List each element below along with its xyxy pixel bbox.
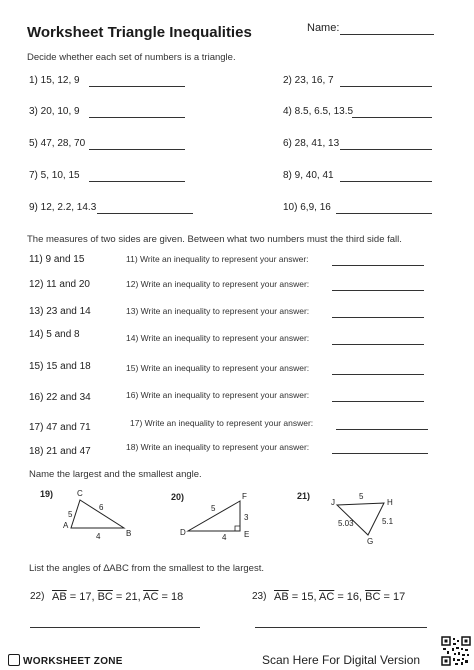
q4-answer-line[interactable] [352, 117, 432, 118]
triangles-figure [0, 483, 474, 551]
q16-prompt: 16) Write an inequality to represent your answer: [126, 390, 310, 400]
q2-answer-line[interactable] [340, 86, 432, 87]
q17-prompt: 17) Write an inequality to represent your answer: [130, 418, 314, 428]
q1-answer-line[interactable] [89, 86, 185, 87]
section1-instruction: Decide whether each set of numbers is a triangle. [27, 52, 236, 63]
q18-text: 18) 21 and 47 [29, 446, 91, 457]
q3-text: 3) 20, 10, 9 [29, 106, 80, 117]
q22-segment-ab: $\overline{AB}$ [52, 591, 67, 603]
q7-answer-line[interactable] [89, 181, 185, 182]
q8-answer-line[interactable] [340, 181, 432, 182]
section4-instruction: List the angles of ∆ABC from the smallest to the largest. [29, 563, 264, 574]
q13-text: 13) 23 and 14 [29, 306, 91, 317]
q2-text: 2) 23, 16, 7 [283, 75, 334, 86]
t20-right-angle-mark [235, 526, 240, 531]
q6-answer-line[interactable] [340, 149, 432, 150]
q23-number: 23) [252, 591, 267, 602]
q22-segment-bc: $\overline{BC}$ [97, 591, 113, 603]
q22-number: 22) [30, 591, 45, 602]
q12-answer-line[interactable] [332, 290, 424, 291]
section2-instruction: The measures of two sides are given. Between what two numbers must the third side fall. [27, 234, 402, 245]
t20-vertex-d: D [180, 528, 186, 537]
q22-segment-ac: $\overline{AC}$ [143, 591, 159, 603]
t21-vertex-j: J [331, 498, 335, 507]
t20-vertex-f: F [242, 492, 247, 501]
q11-text: 11) 9 and 15 [29, 254, 85, 265]
q15-answer-line[interactable] [332, 374, 424, 375]
t20-side-5: 5 [211, 504, 216, 513]
t21-side-5: 5 [359, 492, 364, 501]
q18-answer-line[interactable] [332, 453, 428, 454]
t21-vertex-g: G [367, 537, 374, 546]
q7-text: 7) 5, 10, 15 [29, 170, 80, 181]
q12-text: 12) 11 and 20 [29, 279, 90, 290]
t20-side-3: 3 [244, 513, 249, 522]
q23-value-bc: = 17 [383, 591, 406, 603]
q16-answer-line[interactable] [332, 401, 424, 402]
q9-answer-line[interactable] [97, 213, 193, 214]
q5-answer-line[interactable] [89, 149, 185, 150]
q14-answer-line[interactable] [332, 344, 424, 345]
t19-side-6: 6 [99, 503, 104, 512]
q22-value-ab: = 17, [69, 591, 98, 603]
q15-prompt: 15) Write an inequality to represent your answer: [126, 363, 310, 373]
t21-vertex-h: H [387, 498, 393, 507]
q9-text: 9) 12, 2.2, 14.3 [29, 202, 97, 213]
page-title: Worksheet Triangle Inequalities [27, 24, 252, 41]
section3-instruction: Name the largest and the smallest angle. [29, 469, 202, 480]
q17-text: 17) 47 and 71 [29, 422, 91, 433]
q17-answer-line[interactable] [336, 429, 428, 430]
q23-text [274, 591, 405, 603]
name-label: Name: [307, 22, 340, 34]
brand-word-1: WORKSHEET [23, 656, 91, 667]
t19-vertex-a: A [63, 521, 69, 530]
q8-text: 8) 9, 40, 41 [283, 170, 334, 181]
q22-value-bc: = 21, [115, 591, 144, 603]
q6-text: 6) 28, 41, 13 [283, 138, 340, 149]
q3-answer-line[interactable] [89, 117, 185, 118]
q15-text: 15) 15 and 18 [29, 361, 91, 372]
q23-segment-ac: $\overline{AC}$ [318, 591, 335, 603]
triangle-19 [71, 500, 124, 528]
q10-text: 10) 6,9, 16 [283, 202, 331, 213]
q14-text: 14) 5 and 8 [29, 329, 80, 340]
q13-answer-line[interactable] [332, 317, 424, 318]
q13-prompt: 13) Write an inequality to represent your answer: [126, 306, 310, 316]
scan-label: Scan Here For Digital Version [262, 653, 421, 667]
t19-number: 19) [40, 489, 54, 499]
t20-number: 20) [171, 492, 185, 502]
t19-side-4: 4 [96, 532, 101, 541]
q23-value-ac: = 16, [337, 591, 366, 603]
t19-vertex-b: B [126, 529, 132, 538]
q12-prompt: 12) Write an inequality to represent your answer: [126, 279, 310, 289]
q18-prompt: 18) Write an inequality to represent your answer: [126, 442, 310, 452]
q11-prompt: 11) Write an inequality to represent your answer: [126, 254, 309, 264]
q10-answer-line[interactable] [336, 213, 432, 214]
q14-prompt: 14) Write an inequality to represent your answer: [126, 333, 310, 343]
q23-answer-line[interactable] [255, 627, 427, 628]
q23-value-ab: = 15, [291, 591, 319, 603]
t19-side-5: 5 [68, 510, 73, 519]
brand-logo [8, 654, 123, 667]
qr-code-icon[interactable] [441, 636, 471, 666]
q5-text: 5) 47, 28, 70 [29, 138, 86, 149]
q23-segment-ab: $\overline{AB}$ [274, 591, 289, 603]
q22-answer-line[interactable] [30, 627, 200, 628]
q16-text: 16) 22 and 34 [29, 392, 91, 403]
name-field[interactable] [340, 34, 434, 35]
t21-side-5-03: 5.03 [338, 519, 354, 528]
t21-number: 21) [297, 491, 311, 501]
q11-answer-line[interactable] [332, 265, 424, 266]
brand-word-2: ZONE [93, 656, 123, 667]
logo-icon [8, 654, 20, 666]
t19-vertex-c: C [77, 489, 83, 498]
t21-side-5-1: 5.1 [382, 517, 394, 526]
q22-text [52, 591, 183, 603]
q4-text: 4) 8.5, 6.5, 13.5 [283, 106, 354, 117]
t20-side-4: 4 [222, 533, 227, 542]
q23-segment-bc: $\overline{BC}$ [365, 591, 381, 603]
q1-text: 1) 15, 12, 9 [29, 75, 80, 86]
q22-value-ac: = 18 [161, 591, 184, 603]
t20-vertex-e: E [244, 530, 250, 539]
